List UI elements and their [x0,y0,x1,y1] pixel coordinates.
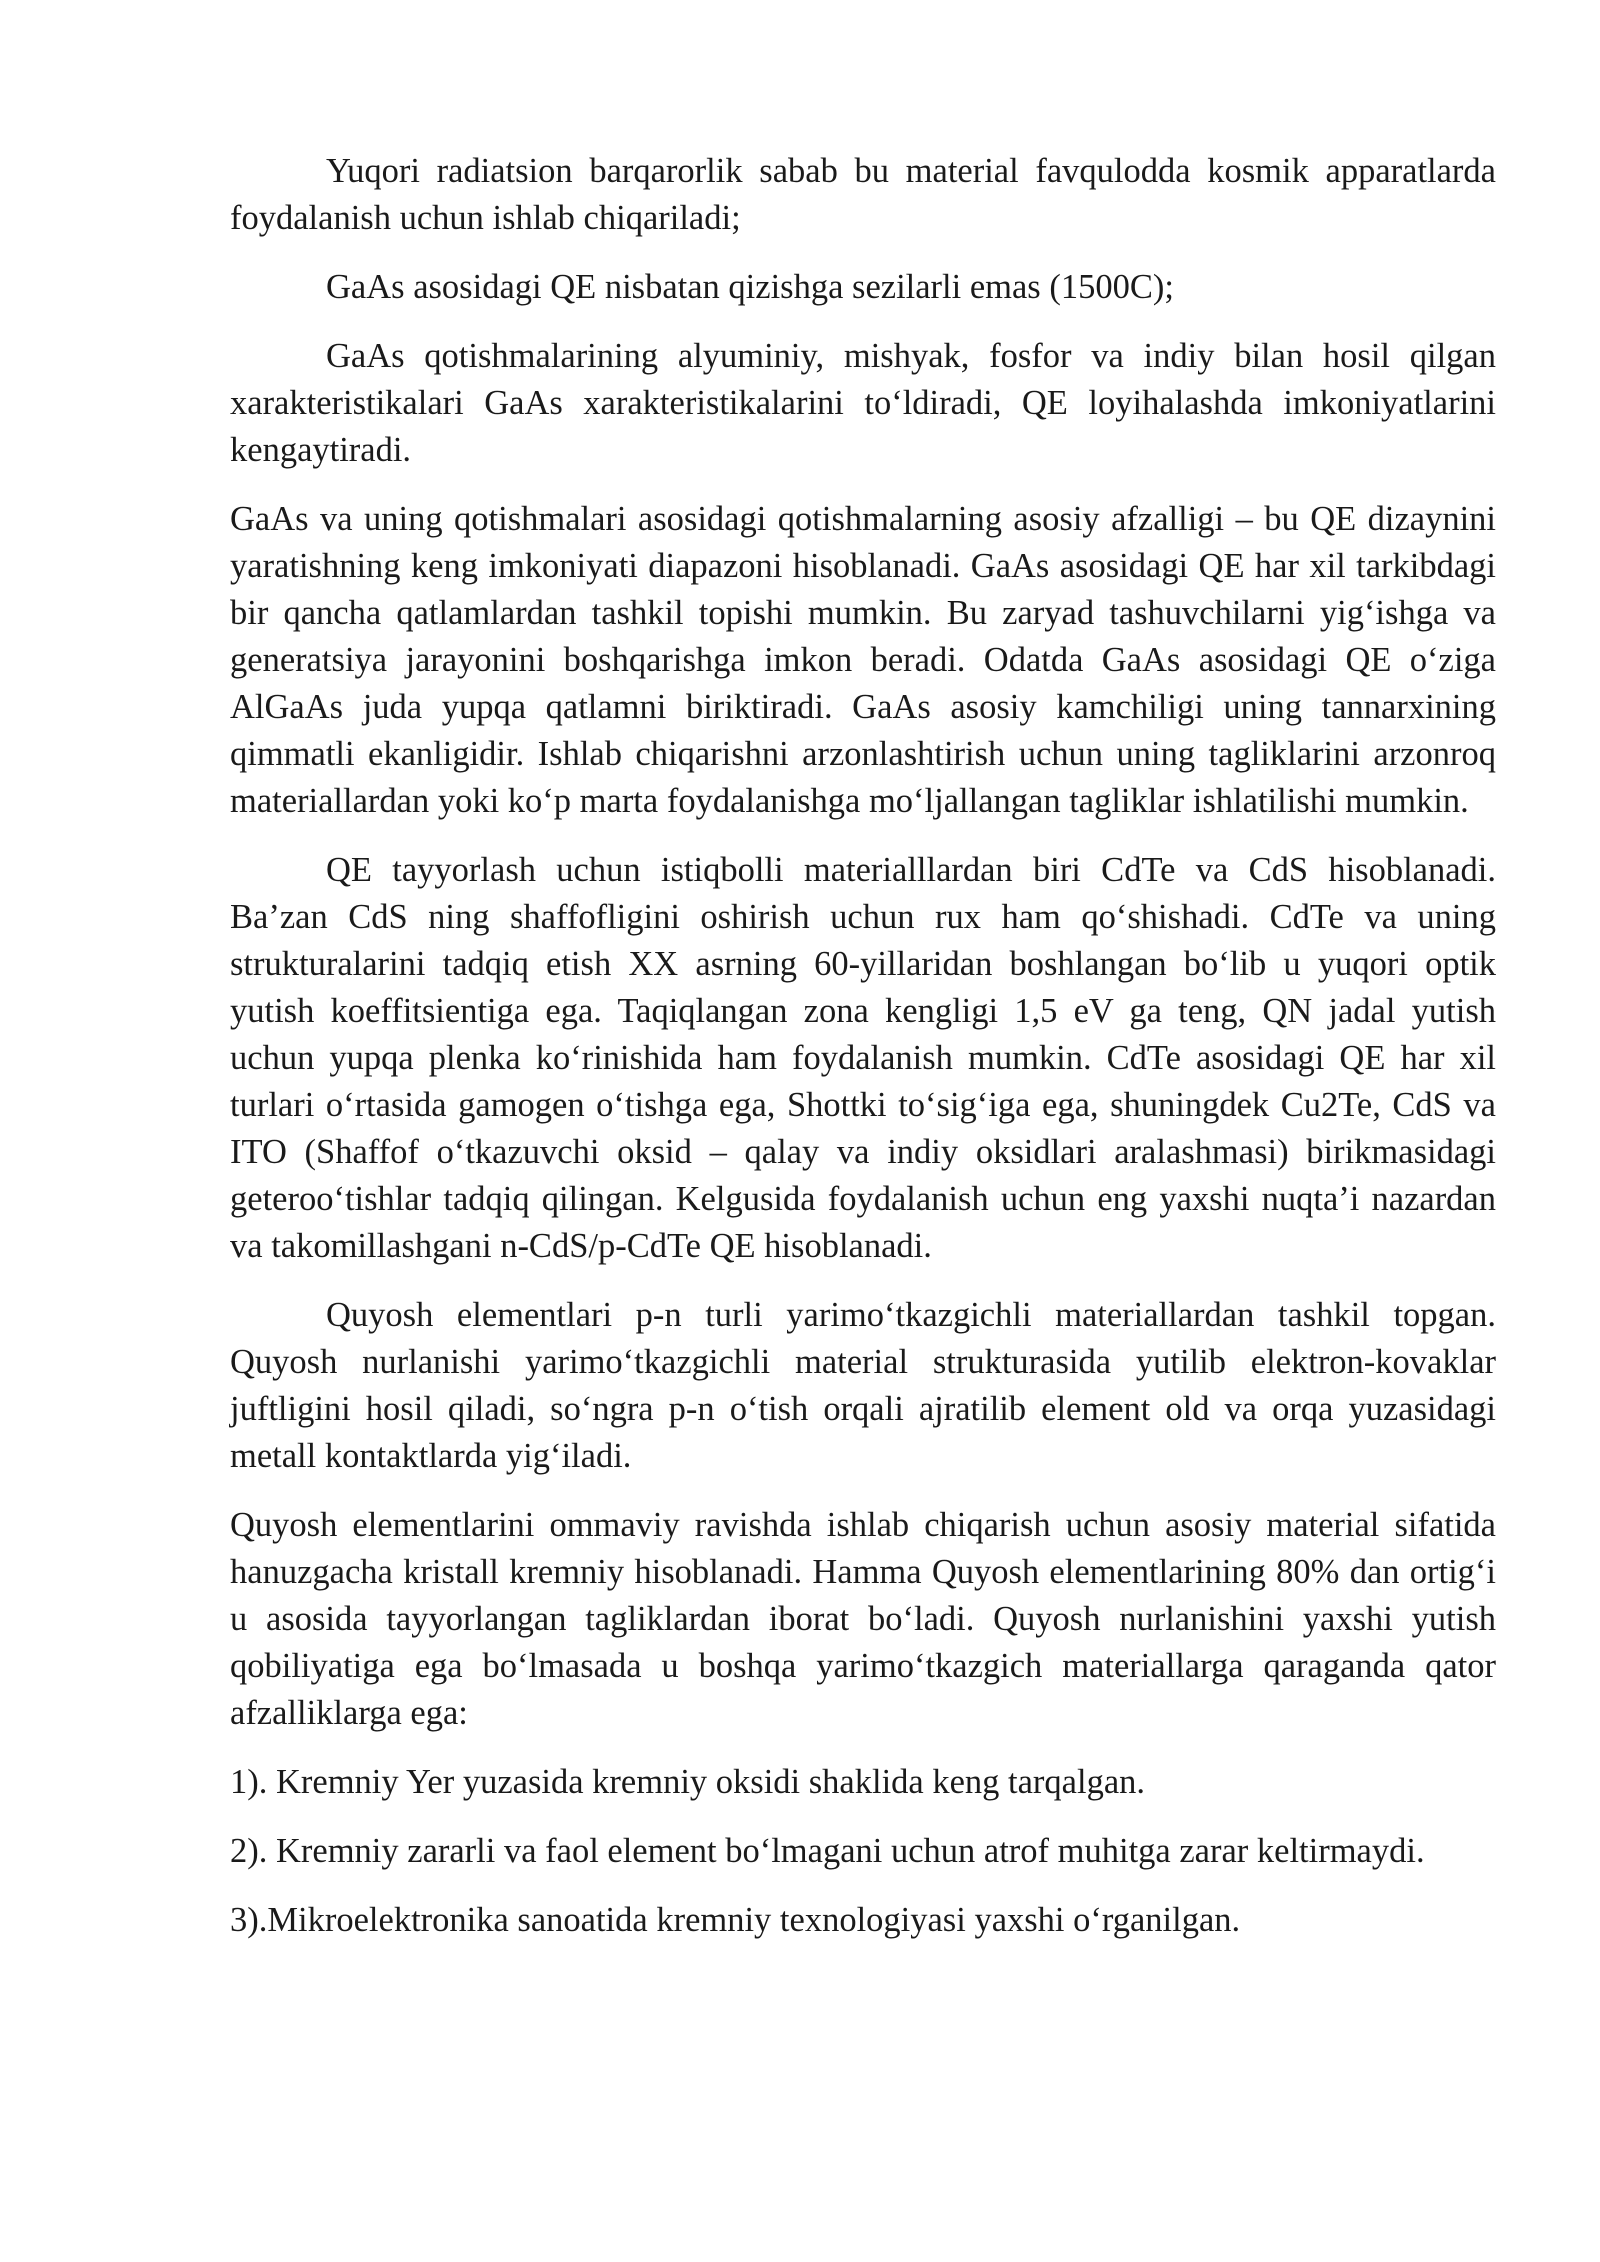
paragraph-radiation-stability: Yuqori radiatsion barqarorlik sabab bu material favqulodda kosmik apparatlarda foydalanish uchun ishlab chiqariladi; [230,152,1496,237]
list-item-3: 3).Mikroelektronika sanoatida kremniy texnologiyasi yaxshi o‘rganilgan. [230,1901,1241,1939]
paragraph-pn-junction: Quyosh elementlari p-n turli yarimo‘tkazgichli materiallardan tashkil topgan. Quyosh nurlanishi yarimo‘tkazgichli material strukturasida yutilib elektron-kovaklar juftligini hosil qiladi, so‘ngra p-n o‘tish orqali ajratilib element old va orqa yuzasidagi metall kontaktlarda yig‘iladi. [230,1296,1496,1475]
list-item-1: 1). Kremniy Yer yuzasida kremniy oksidi shaklida keng tarqalgan. [230,1763,1146,1801]
paragraph-cdte-cds: QE tayyorlash uchun istiqbolli materialllardan biri CdTe va CdS hisoblanadi. Ba’zan CdS ning shaffofligini oshirish uchun rux ham qo‘shishadi. CdTe va uning strukturalarini tadqiq etish XX asrning 60-yillaridan boshlangan bo‘lib u yuqori optik yutish koeffitsientiga ega. Taqiqlangan zona kengligi 1,5 eV ga teng, QN jadal yutish uchun yupqa plenka ko‘rinishida ham foydalanish mumkin. CdTe asosidagi QE har xil turlari o‘rtasida gamogen o‘tishga ega, Shottki to‘sig‘iga ega, shuningdek Cu2Te, CdS va ITO (Shaffof o‘tkazuvchi oksid – qalay va indiy oksidlari aralashmasi) birikmasidagi geteroo‘tishlar tadqiq qilingan. Kelgusida foydalanish uchun eng yaxshi nuqta’i nazardan va takomillashgani n-CdS/p-CdTe QE hisoblanadi. [230,851,1496,1265]
list-item-2: 2). Kremniy zararli va faol element bo‘lmagani uchun atrof muhitga zarar keltirmaydi. [230,1832,1425,1870]
paragraph-gaas-alloys: GaAs qotishmalarining alyuminiy, mishyak, fosfor va indiy bilan hosil qilgan xarakteristikalari GaAs xarakteristikalarini to‘ldiradi, QE loyihalashda imkoniyatlarini kengaytiradi. [230,337,1496,469]
paragraph-crystalline-silicon: Quyosh elementlarini ommaviy ravishda ishlab chiqarish uchun asosiy material sifatida hanuzgacha kristall kremniy hisoblanadi. Hamma Quyosh elementlarining 80% dan ortig‘i u asosida tayyorlangan tagliklardan iborat bo‘ladi. Quyosh nurlanishini yaxshi yutish qobiliyatiga ega bo‘lmasada u boshqa yarimo‘tkazgich materiallarga qaraganda qator afzalliklarga ega: [230,1506,1496,1732]
paragraph-gaas-advantages: GaAs va uning qotishmalari asosidagi qotishmalarning asosiy afzalligi – bu QE dizaynini yaratishning keng imkoniyati diapazoni hisoblanadi. GaAs asosidagi QE har xil tarkibdagi bir qancha qatlamlardan tashkil topishi mumkin. Bu zaryad tashuvchilarni yig‘ishga va generatsiya jarayonini boshqarishga imkon beradi. Odatda GaAs asosidagi QE o‘ziga AlGaAs juda yupqa qatlamni biriktiradi. GaAs asosiy kamchiligi uning tannarxining qimmatli ekanligidir. Ishlab chiqarishni arzonlashtirish uchun uning tagliklarini arzonroq materiallardan yoki ko‘p marta foydalanishga mo‘ljallangan tagliklar ishlatilishi mumkin. [230,500,1496,820]
document-page [230,148,1496,1966]
paragraph-heat-resistance: GaAs asosidagi QE nisbatan qizishga sezilarli emas (1500C); [326,268,1174,306]
